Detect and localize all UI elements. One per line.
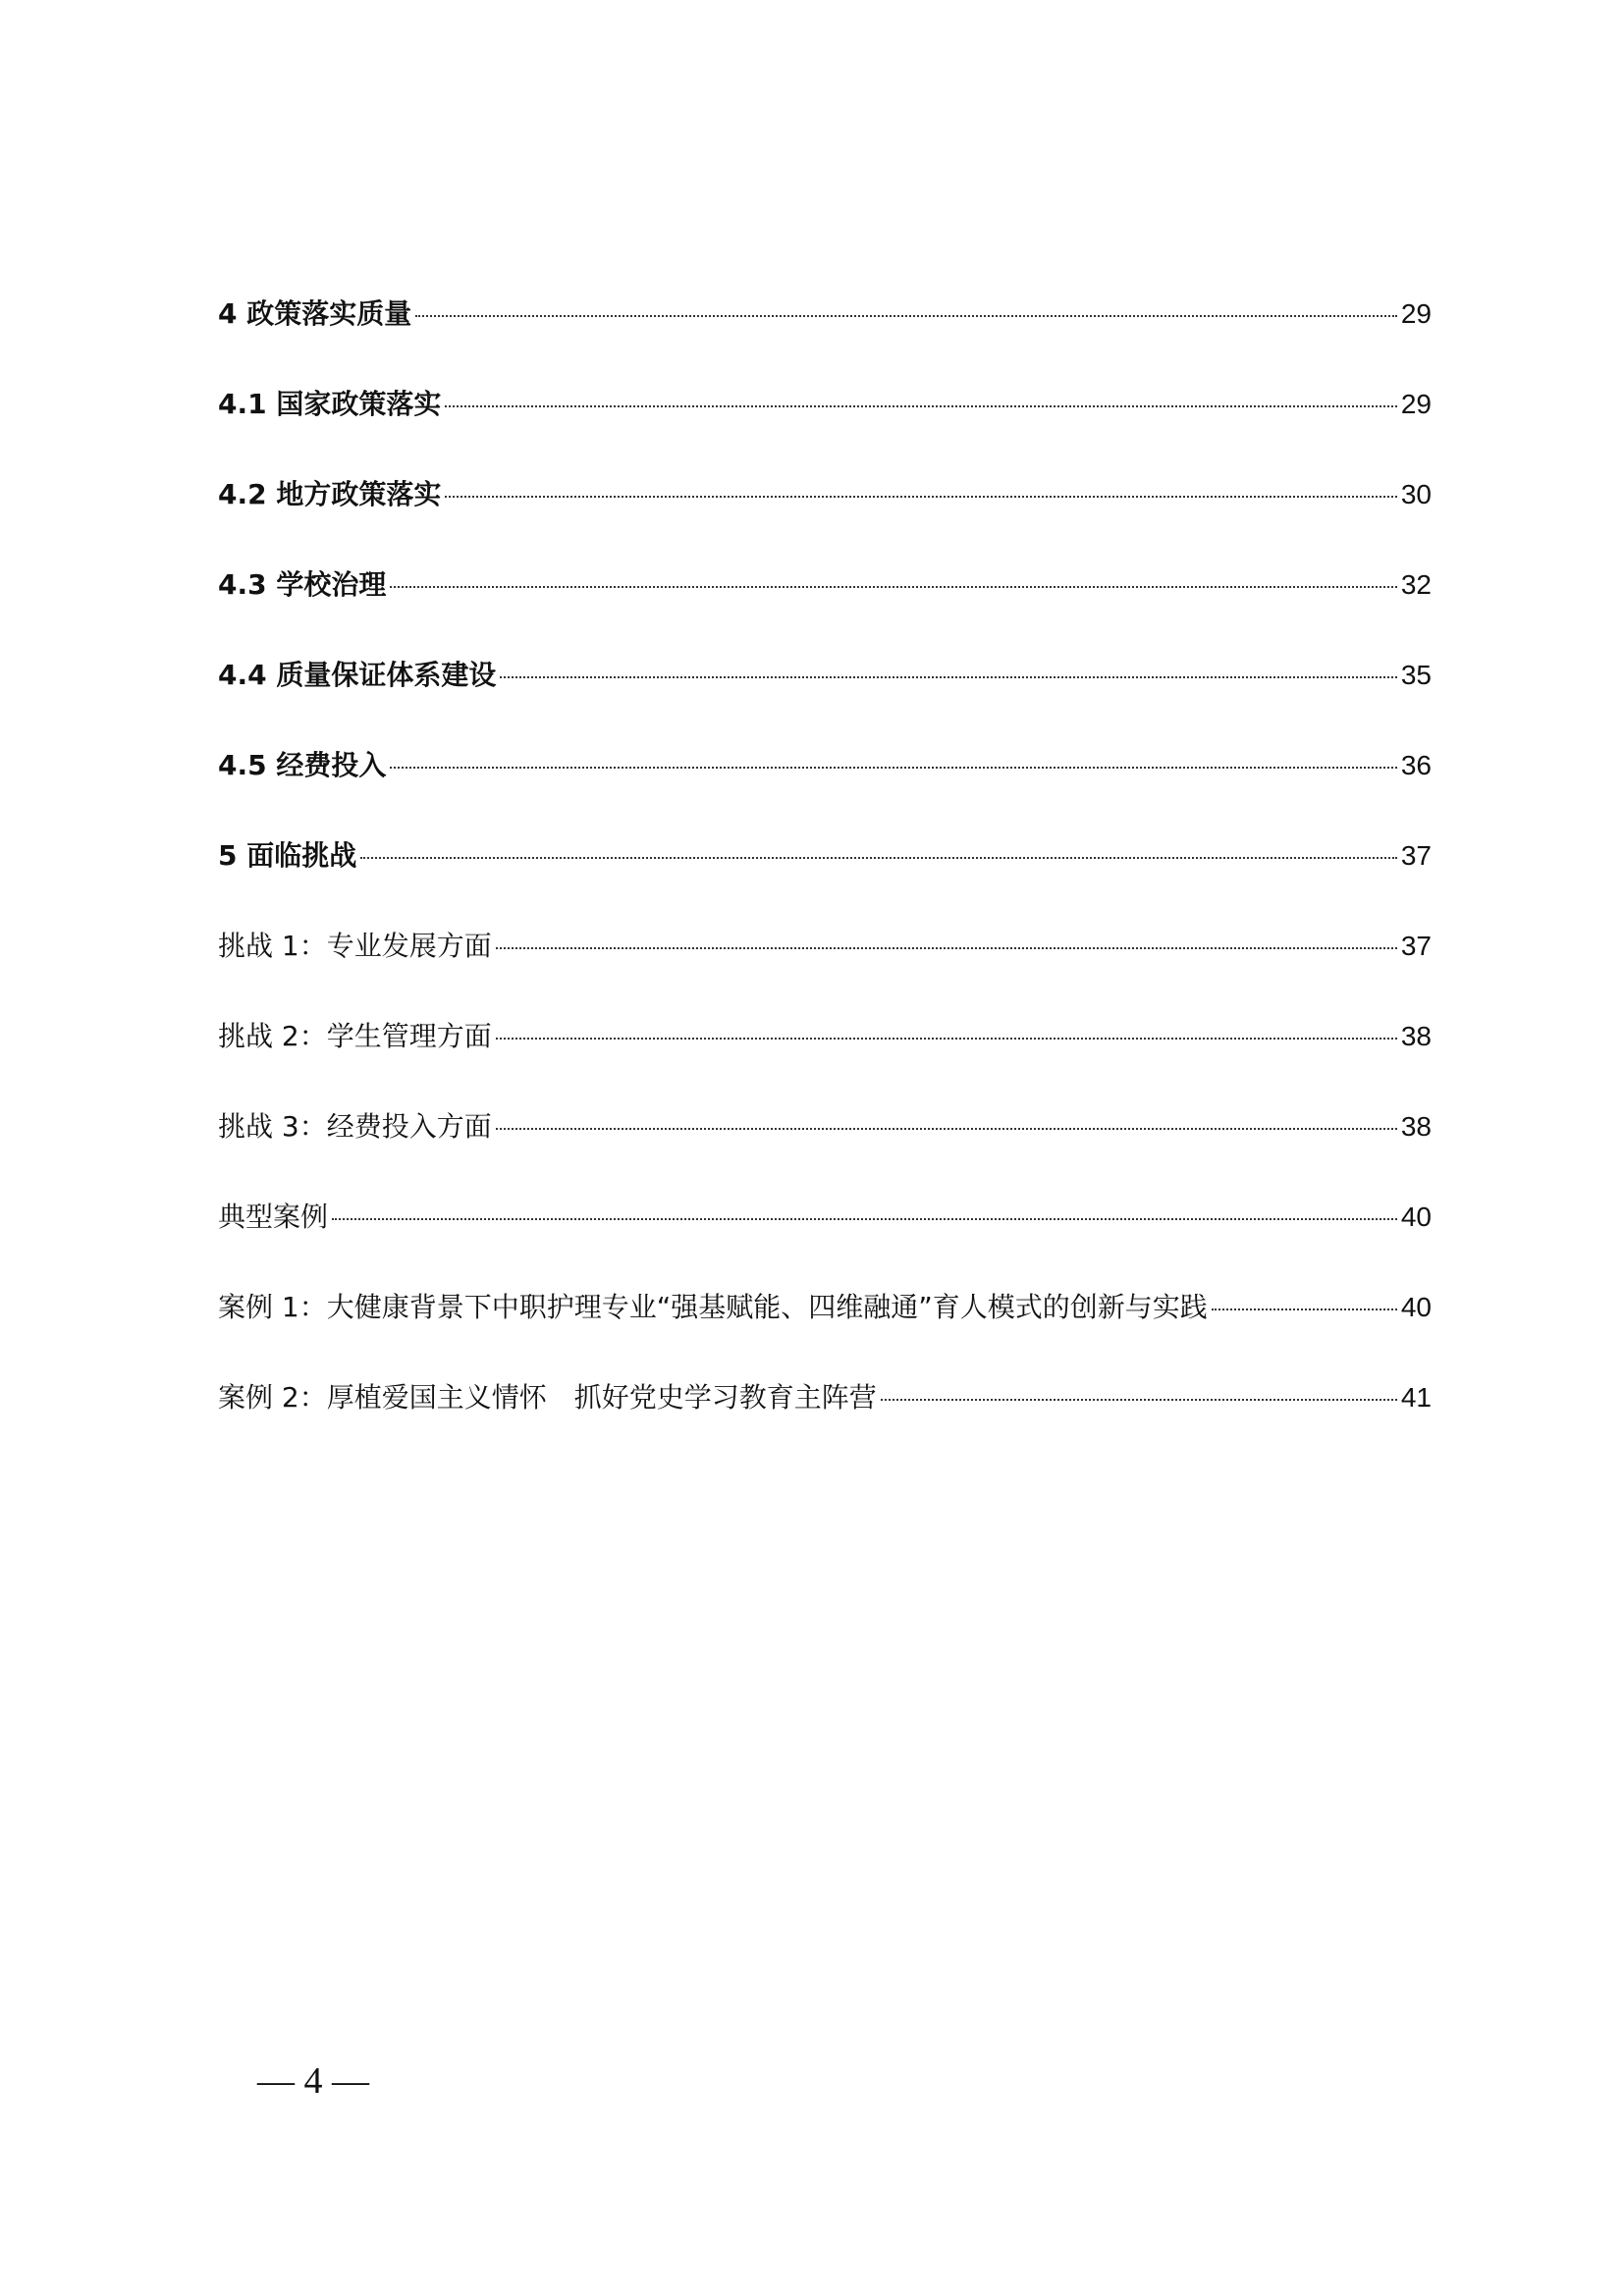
toc-entry-page: 29: [1400, 389, 1432, 419]
toc-entry-page: 32: [1400, 569, 1432, 600]
toc-entry-page: 40: [1400, 1292, 1432, 1322]
toc-entry-title: 4.1 国家政策落实: [218, 388, 442, 420]
toc-entry-page: 36: [1400, 750, 1432, 780]
toc-entry-page: 30: [1400, 479, 1432, 509]
toc-leader-dots: [415, 315, 1397, 317]
toc-entry[interactable]: [218, 1015, 1432, 1105]
table-of-contents: [218, 293, 1432, 1467]
toc-entry[interactable]: [218, 1286, 1432, 1376]
toc-entry[interactable]: [218, 1376, 1432, 1467]
toc-entry-title: 4.2 地方政策落实: [218, 478, 442, 510]
toc-leader-dots: [390, 767, 1396, 769]
toc-entry[interactable]: [218, 293, 1432, 383]
toc-entry-title: 4.3 学校治理: [218, 568, 387, 601]
toc-entry[interactable]: [218, 744, 1432, 834]
toc-entry[interactable]: [218, 1105, 1432, 1196]
toc-entry-title: 5 面临挑战: [218, 839, 357, 872]
toc-entry-title: 挑战 3：经费投入方面: [218, 1110, 492, 1143]
toc-entry-page: 37: [1400, 931, 1432, 961]
toc-entry-page: 29: [1400, 298, 1432, 329]
toc-entry-title: 案例 2：厚植爱国主义情怀 抓好党史学习教育主阵营: [218, 1381, 877, 1414]
toc-leader-dots: [496, 1128, 1397, 1130]
toc-entry-title: 案例 1：大健康背景下中职护理专业“强基赋能、四维融通”育人模式的创新与实践: [218, 1291, 1208, 1323]
toc-entry-title: 4.5 经费投入: [218, 749, 387, 781]
toc-entry-page: 38: [1400, 1021, 1432, 1051]
toc-entry-title: 挑战 1：专业发展方面: [218, 930, 492, 962]
toc-entry[interactable]: [218, 473, 1432, 563]
toc-entry[interactable]: [218, 834, 1432, 925]
toc-leader-dots: [496, 1038, 1397, 1040]
toc-entry[interactable]: [218, 383, 1432, 473]
toc-entry-title: 4 政策落实质量: [218, 297, 412, 330]
toc-leader-dots: [445, 405, 1396, 407]
toc-entry-page: 41: [1400, 1382, 1432, 1413]
toc-leader-dots: [496, 947, 1397, 949]
toc-entry-page: 35: [1400, 660, 1432, 690]
toc-entry[interactable]: [218, 1196, 1432, 1286]
toc-leader-dots: [881, 1399, 1397, 1401]
toc-entry[interactable]: [218, 925, 1432, 1015]
toc-entry-title: 典型案例: [218, 1201, 329, 1233]
toc-entry-title: 4.4 质量保证体系建设: [218, 659, 497, 691]
toc-leader-dots: [360, 857, 1397, 859]
page-number: — 4 —: [257, 2060, 369, 2102]
toc-entry-page: 38: [1400, 1111, 1432, 1142]
toc-entry[interactable]: [218, 563, 1432, 654]
toc-leader-dots: [1212, 1308, 1397, 1310]
toc-entry[interactable]: [218, 654, 1432, 744]
toc-leader-dots: [445, 496, 1396, 498]
toc-entry-title: 挑战 2：学生管理方面: [218, 1020, 492, 1052]
toc-entry-page: 37: [1400, 840, 1432, 871]
toc-leader-dots: [390, 586, 1396, 588]
toc-leader-dots: [500, 676, 1396, 678]
toc-leader-dots: [332, 1218, 1397, 1220]
toc-entry-page: 40: [1400, 1201, 1432, 1232]
